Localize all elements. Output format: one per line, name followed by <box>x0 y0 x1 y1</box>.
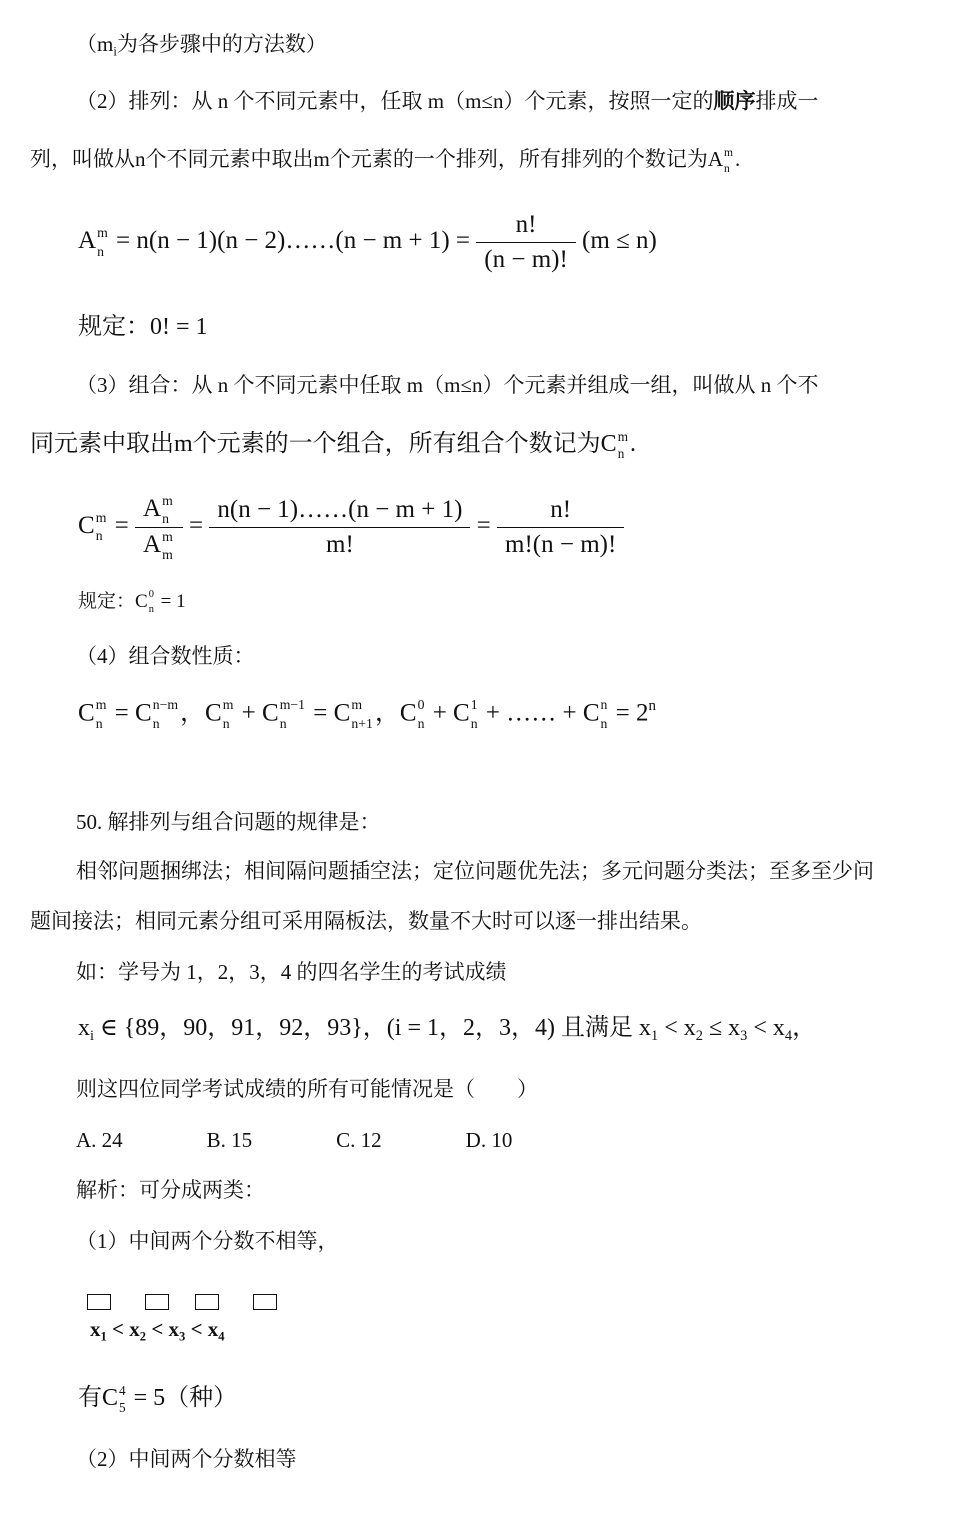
text-run: 规定： <box>78 591 136 612</box>
subscript: 4 <box>784 1028 793 1045</box>
superscript: n <box>648 698 656 714</box>
numerator <box>213 495 466 527</box>
comb-def-2 <box>30 428 636 462</box>
denominator <box>476 242 576 275</box>
superscript: m <box>351 697 363 713</box>
denominator <box>135 527 183 561</box>
symbol: A <box>143 495 162 522</box>
index-stack <box>351 697 373 731</box>
text-run: （2）中间两个分数相等 <box>76 1447 297 1471</box>
text-run: （1）中间两个分数不相等， <box>76 1229 339 1253</box>
superscript: 0 <box>148 588 154 600</box>
subscript: n <box>95 528 103 544</box>
text-run: 有 <box>78 1385 102 1411</box>
text-run: = 2 <box>609 699 649 727</box>
text-run: = <box>470 511 498 539</box>
superscript: 0 <box>417 697 425 713</box>
index-stack <box>470 697 478 731</box>
comb-def-1 <box>76 373 818 398</box>
text-run: = <box>182 511 210 539</box>
text-run: 规定：0! = 1 <box>78 314 208 340</box>
text-run: （2）排列：从 n 个不同元素中，任取 m（m≤n）个元素，按照一定的 <box>76 89 714 113</box>
perm-def-1 <box>76 89 818 114</box>
subscript: n <box>148 603 154 615</box>
denominator <box>209 527 470 560</box>
score-box-4 <box>253 1294 277 1310</box>
example-condition <box>78 1014 816 1045</box>
subscript: n <box>600 715 608 731</box>
comb-props <box>78 697 656 729</box>
text-run: （4）组合数性质： <box>76 644 255 668</box>
comb-formula <box>78 494 624 560</box>
text-run: (m ≤ n) <box>575 227 657 255</box>
subscript: i <box>90 1028 94 1045</box>
rule-c0 <box>78 588 186 615</box>
index-stack <box>148 588 154 615</box>
denominator <box>497 527 624 560</box>
subscript: n <box>222 715 230 731</box>
score-box-2 <box>145 1294 169 1310</box>
symbol: A <box>143 530 162 558</box>
text-run: = 1 <box>155 591 186 612</box>
subscript: 3 <box>740 1028 748 1045</box>
example-intro <box>76 960 507 985</box>
text-run: ， <box>180 699 206 727</box>
emphasis-text: 顺序 <box>713 89 756 113</box>
fraction <box>480 210 572 275</box>
text-run: < x <box>146 1317 180 1341</box>
symbol: C <box>582 699 600 727</box>
index-stack <box>222 697 234 731</box>
symbol: C <box>205 699 222 727</box>
note-mi <box>76 32 327 60</box>
text-run: = <box>307 699 334 727</box>
text-run: x <box>78 1015 90 1041</box>
numerator <box>546 495 575 527</box>
text-run: + <box>426 699 454 727</box>
example-options <box>76 1128 512 1153</box>
score-box-3 <box>195 1294 219 1310</box>
symbol: C <box>333 699 351 727</box>
symbol: A <box>78 227 97 255</box>
superscript: n−m <box>152 697 179 713</box>
numerator <box>139 494 179 527</box>
index-stack <box>119 1382 126 1416</box>
text-run: 50. 解排列与组合问题的规律是： <box>76 810 381 834</box>
subscript: 4 <box>218 1329 225 1344</box>
superscript: 1 <box>470 697 478 713</box>
subscript: 5 <box>119 1400 126 1416</box>
subscript: n <box>97 243 104 259</box>
text-run: 则这四位同学考试成绩的所有可能情况是（ ） <box>76 1077 538 1101</box>
superscript: m <box>162 528 173 544</box>
subscript: 2 <box>695 1028 703 1045</box>
text-run: x <box>90 1317 101 1341</box>
symbol: C <box>399 699 417 727</box>
index-stack <box>417 697 425 731</box>
subscript: n <box>152 715 160 731</box>
symbol: C <box>453 699 470 727</box>
rule-factorial <box>78 313 208 342</box>
text-run: ∈ {89，90，91，92，93}，(i = 1，2，3，4) 且满足 x <box>94 1015 651 1041</box>
superscript: n <box>600 697 608 713</box>
subscript: n <box>724 163 730 176</box>
symbol: m <box>97 32 114 56</box>
index-stack <box>724 147 733 176</box>
text-run: ≤ x <box>702 1015 741 1041</box>
subscript: n <box>470 715 478 731</box>
text-run: < x <box>658 1015 696 1041</box>
text-run: m!(n − m)! <box>505 530 617 558</box>
symbol: C <box>78 699 95 727</box>
text-run: ， <box>792 1015 817 1041</box>
example-question <box>76 1077 538 1102</box>
text-run: + <box>235 699 263 727</box>
superscript: 4 <box>119 1382 126 1398</box>
subscript: n <box>417 715 425 731</box>
text-run: < x <box>106 1317 140 1341</box>
text-run: n! <box>550 495 572 523</box>
text-run: 题间接法；相同元素分组可采用隔板法，数量不大时可以逐一排出结果。 <box>30 909 702 933</box>
section-50 <box>76 810 381 835</box>
superscript: m <box>222 697 234 713</box>
text-run: = <box>108 511 135 539</box>
subscript: n <box>279 715 287 731</box>
case-2 <box>76 1447 297 1472</box>
subscript: i <box>113 44 117 59</box>
text-run: 相邻问题捆绑法；相间隔问题插空法；定位问题优先法；多元问题分类法；至多至少问 <box>76 859 874 883</box>
solution-title <box>76 1178 265 1203</box>
subscript: n <box>162 511 169 527</box>
comb-props-title <box>76 644 255 669</box>
index-stack <box>617 428 628 462</box>
subscript: 1 <box>100 1329 107 1344</box>
text-run: = 5（种） <box>127 1385 238 1411</box>
symbol: C <box>135 591 148 612</box>
text-run: 列，叫做从n个不同元素中取出m个元素的一个排列，所有排列的个数记为 <box>30 147 708 171</box>
text-run: 为各步骤中的方法数） <box>116 32 327 56</box>
subscript: 2 <box>139 1329 147 1344</box>
index-stack <box>162 528 173 562</box>
text-run: + …… + <box>479 699 583 727</box>
subscript: n <box>95 715 103 731</box>
text-run: . <box>735 147 741 171</box>
text-run: = n(n − 1)(n − 2)……(n − m + 1) = <box>109 227 477 255</box>
text-run: 解析：可分成两类： <box>76 1178 265 1202</box>
subscript: 1 <box>651 1028 659 1045</box>
numerator <box>512 210 541 242</box>
subscript: n+1 <box>351 715 373 731</box>
text-run: A. 24 B. 15 C. 12 D. 10 <box>76 1128 513 1152</box>
text-run: (n − m)! <box>484 246 568 273</box>
rules-2 <box>30 909 702 934</box>
subscript: n <box>617 446 625 462</box>
case-1 <box>76 1229 339 1254</box>
text-run: n! <box>515 211 537 238</box>
index-stack <box>162 492 173 527</box>
subscript: m <box>162 546 173 562</box>
superscript: m <box>97 225 108 241</box>
text-run: < x <box>747 1015 785 1041</box>
symbol: C <box>135 699 152 727</box>
fraction <box>213 495 466 560</box>
superscript: m <box>162 492 173 508</box>
symbol: C <box>102 1385 119 1411</box>
text-run: m! <box>326 530 354 558</box>
fraction <box>501 495 620 560</box>
index-stack <box>95 697 107 731</box>
fraction <box>139 494 179 560</box>
text-run: ， <box>374 699 400 727</box>
subscript: 3 <box>179 1329 186 1344</box>
index-stack <box>95 509 107 544</box>
text-run: 同元素中取出m个元素的一个组合，所有组合个数记为 <box>30 431 601 457</box>
perm-formula <box>78 210 657 275</box>
index-stack <box>97 225 108 259</box>
text-run: . <box>629 431 636 457</box>
perm-def-2 <box>30 147 741 176</box>
index-stack <box>279 697 306 731</box>
symbol: C <box>262 699 279 727</box>
text-run: （ <box>76 32 97 56</box>
superscript: m <box>95 509 107 525</box>
text-run: = <box>108 699 135 727</box>
text-run: n(n − 1)……(n − m + 1) <box>217 495 463 523</box>
superscript: m−1 <box>279 697 306 713</box>
superscript: m <box>617 428 628 444</box>
score-box-1 <box>87 1294 111 1310</box>
superscript: m <box>724 147 733 160</box>
text-run: （3）组合：从 n 个不同元素中任取 m（m≤n）个元素并组成一组，叫做从 n 个不 <box>76 373 819 397</box>
index-stack <box>152 697 179 731</box>
symbol: A <box>707 147 724 171</box>
index-stack <box>600 697 608 731</box>
diagram-labels <box>90 1317 225 1345</box>
text-run: 排成一 <box>755 89 819 113</box>
rules-1 <box>76 859 874 884</box>
case-1-result <box>78 1382 238 1416</box>
symbol: C <box>78 511 95 539</box>
text-run: < x <box>185 1317 219 1341</box>
superscript: m <box>95 697 107 713</box>
text-run: 如：学号为 1，2，3，4 的四名学生的考试成绩 <box>76 960 507 984</box>
symbol: C <box>600 431 617 457</box>
